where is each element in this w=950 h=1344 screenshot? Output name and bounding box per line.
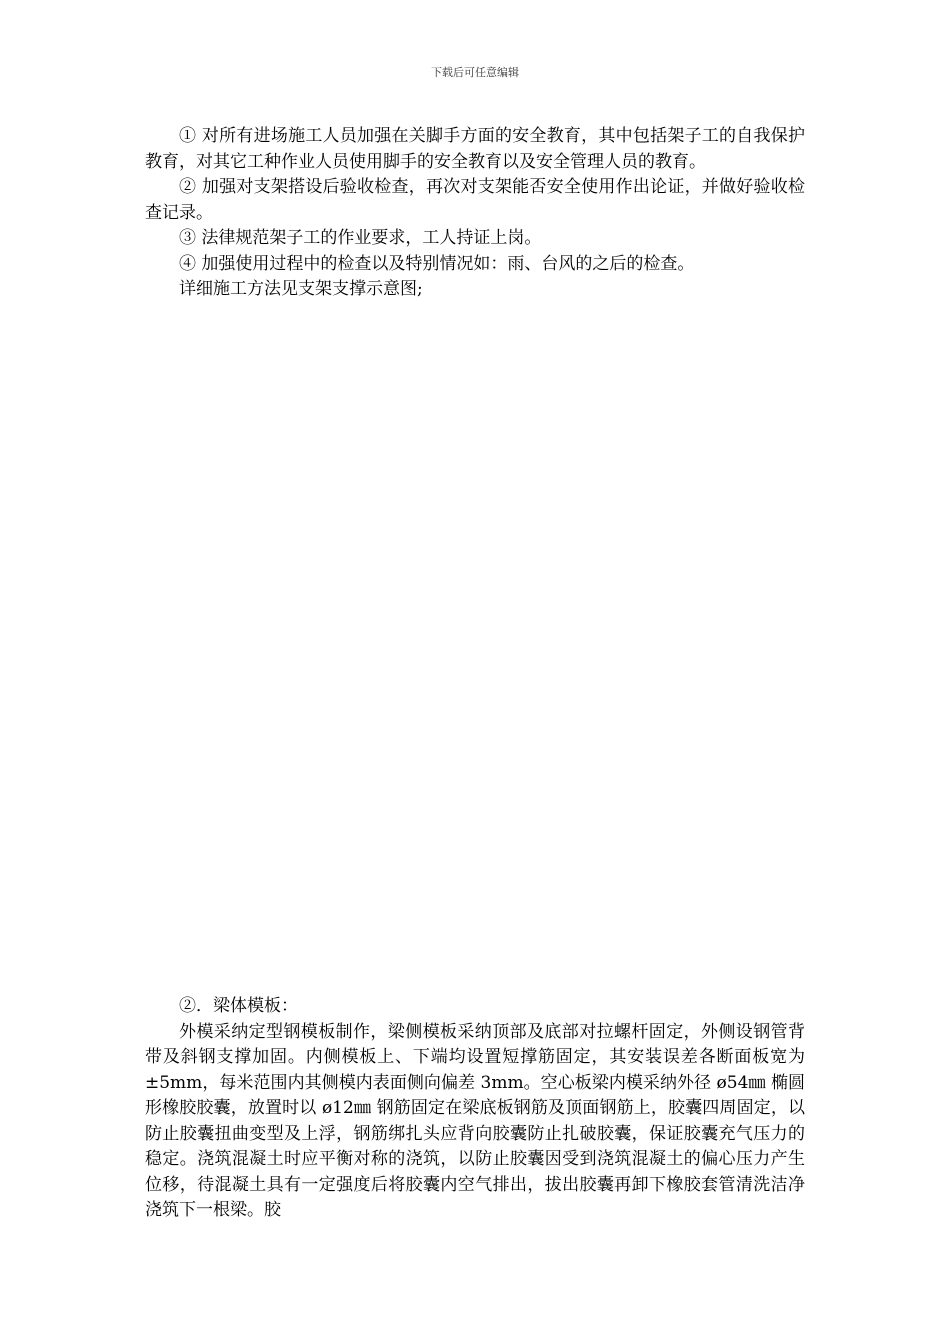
blank-figure-area	[145, 330, 805, 980]
paragraph-usage-inspection: ④ 加强使用过程中的检查以及特别情况如：雨、台风的之后的检查。	[179, 253, 695, 274]
section-heading: ②．梁体模板：	[179, 996, 298, 1016]
paragraph-formwork-body: 外模采纳定型钢模板制作，梁侧模板采纳顶部及底部对拉螺杆固定，外侧设钢管背带及斜钢支撑加固。内侧模板上、下端均设置短撑筋固定，其安装误差各断面板宽为±5mm，每米范围内其侧模内表面侧向偏差 3mm。空心板梁内模采纳外径 ø54㎜ 椭圆形橡胶胶囊，放置时以 ø12㎜ 钢筋固定在梁底板钢筋及顶面钢筋上，胶囊四周固定，以防止胶囊扭曲变型及上浮，钢筋绑扎头应背向胶囊防止扎破胶囊，保证胶囊充气压力的稳定。浇筑混凝土时应平衡对称的浇筑，以防止胶囊因受到浇筑混凝土的偏心压力产生位移，待混凝土具有一定强度后将胶囊内空气排出，拔出胶囊再卸下橡胶套管清洗洁净浇筑下一根梁。胶	[145, 1021, 805, 1220]
beam-formwork-section	[145, 994, 805, 1224]
paragraph-worker-certification: ③ 法律规范架子工的作业要求，工人持证上岗。	[179, 228, 542, 248]
page-header: 下载后可任意编辑	[431, 66, 519, 79]
safety-measures-section	[145, 124, 805, 303]
paragraph-diagram-reference: 详细施工方法见支架支撑示意图;	[179, 279, 423, 299]
paragraph-acceptance-check: ② 加强对支架搭设后验收检查，再次对支架能否安全使用作出论证，并做好验收检查记录。	[145, 177, 805, 223]
paragraph-safety-education: ① 对所有进场施工人员加强在关脚手方面的安全教育，其中包括架子工的自我保护教育，对其它工种作业人员使用脚手的安全教育以及安全管理人员的教育。	[145, 126, 805, 172]
